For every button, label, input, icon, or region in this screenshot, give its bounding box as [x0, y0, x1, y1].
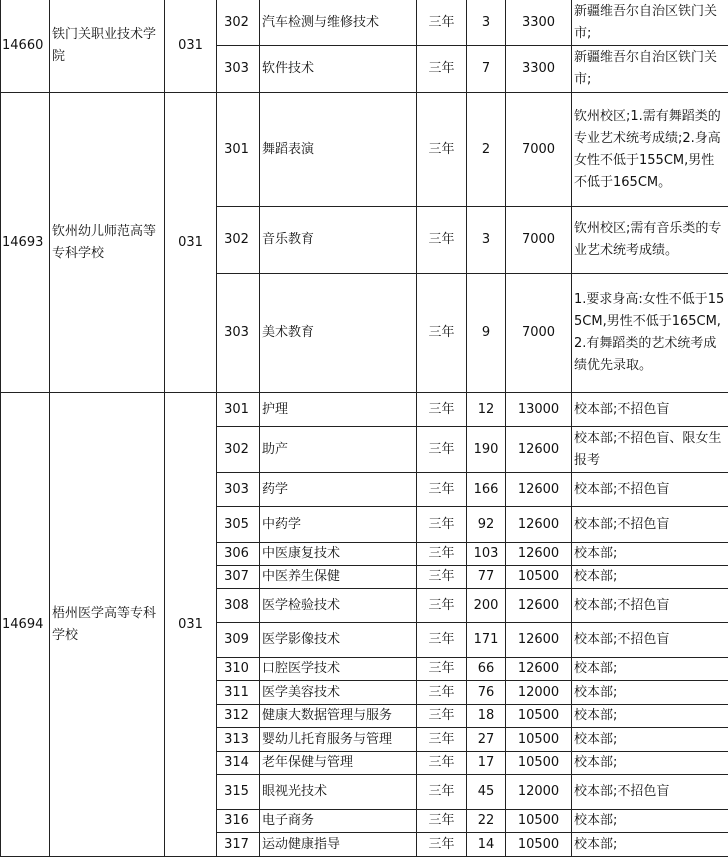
group-code-cell: 031 — [165, 393, 217, 857]
remark-cell: 1.要求身高:女性不低于155CM,男性不低于165CM,2.有舞蹈类的艺术统考成绩优先录取。 — [572, 274, 728, 393]
major-name-cell: 中药学 — [260, 507, 417, 543]
major-code-cell: 309 — [217, 623, 260, 658]
plan-count-cell: 76 — [467, 681, 506, 705]
tuition-fee-cell: 3300 — [506, 46, 572, 93]
tuition-fee-cell: 10500 — [506, 705, 572, 728]
major-name-cell: 护理 — [260, 393, 417, 427]
plan-count-cell: 3 — [467, 207, 506, 274]
major-name-cell: 医学影像技术 — [260, 623, 417, 658]
plan-count-cell: 12 — [467, 393, 506, 427]
school-code-cell: 14694 — [1, 393, 50, 857]
major-name-cell: 中医康复技术 — [260, 543, 417, 566]
table-row — [1, 93, 728, 207]
plan-count-cell: 3 — [467, 0, 506, 46]
tuition-fee-cell: 7000 — [506, 207, 572, 274]
plan-count-cell: 77 — [467, 566, 506, 589]
major-name-cell: 舞蹈表演 — [260, 93, 417, 207]
major-code-cell: 305 — [217, 507, 260, 543]
school-name-cell: 梧州医学高等专科学校 — [50, 393, 165, 857]
tuition-fee-cell: 12000 — [506, 775, 572, 810]
major-name-cell: 药学 — [260, 473, 417, 507]
major-code-cell: 302 — [217, 207, 260, 274]
major-code-cell: 307 — [217, 566, 260, 589]
major-code-cell: 302 — [217, 427, 260, 473]
tuition-fee-cell: 10500 — [506, 566, 572, 589]
tuition-fee-cell: 12600 — [506, 589, 572, 623]
tuition-fee-cell: 12600 — [506, 427, 572, 473]
tuition-fee-cell: 12000 — [506, 681, 572, 705]
remark-cell: 校本部;不招色盲、限女生报考 — [572, 427, 728, 473]
plan-count-cell: 14 — [467, 833, 506, 857]
major-code-cell: 311 — [217, 681, 260, 705]
tuition-fee-cell: 10500 — [506, 833, 572, 857]
major-code-cell: 310 — [217, 658, 260, 681]
remark-cell: 校本部;不招色盲 — [572, 589, 728, 623]
plan-count-cell: 18 — [467, 705, 506, 728]
study-length-cell: 三年 — [417, 427, 467, 473]
tuition-fee-cell: 12600 — [506, 658, 572, 681]
major-name-cell: 婴幼儿托育服务与管理 — [260, 728, 417, 752]
major-name-cell: 口腔医学技术 — [260, 658, 417, 681]
study-length-cell: 三年 — [417, 810, 467, 833]
remark-cell: 校本部;不招色盲 — [572, 623, 728, 658]
plan-count-cell: 103 — [467, 543, 506, 566]
study-length-cell: 三年 — [417, 566, 467, 589]
remark-cell: 校本部;不招色盲 — [572, 473, 728, 507]
study-length-cell: 三年 — [417, 658, 467, 681]
plan-count-cell: 7 — [467, 46, 506, 93]
plan-count-cell: 66 — [467, 658, 506, 681]
study-length-cell: 三年 — [417, 393, 467, 427]
remark-cell: 校本部; — [572, 833, 728, 857]
table-row — [1, 393, 728, 427]
group-code-cell: 031 — [165, 0, 217, 93]
major-code-cell: 308 — [217, 589, 260, 623]
study-length-cell: 三年 — [417, 507, 467, 543]
tuition-fee-cell: 10500 — [506, 752, 572, 775]
remark-cell: 新疆维吾尔自治区铁门关市; — [572, 46, 728, 93]
remark-cell: 校本部; — [572, 566, 728, 589]
school-code-cell: 14693 — [1, 93, 50, 393]
tuition-fee-cell: 7000 — [506, 93, 572, 207]
plan-count-cell: 9 — [467, 274, 506, 393]
major-code-cell: 301 — [217, 93, 260, 207]
major-name-cell: 软件技术 — [260, 46, 417, 93]
plan-count-cell: 92 — [467, 507, 506, 543]
study-length-cell: 三年 — [417, 207, 467, 274]
major-code-cell: 314 — [217, 752, 260, 775]
tuition-fee-cell: 3300 — [506, 0, 572, 46]
study-length-cell: 三年 — [417, 705, 467, 728]
major-name-cell: 老年保健与管理 — [260, 752, 417, 775]
major-code-cell: 317 — [217, 833, 260, 857]
major-code-cell: 312 — [217, 705, 260, 728]
plan-count-cell: 17 — [467, 752, 506, 775]
remark-cell: 钦州校区;1.需有舞蹈类的专业艺术统考成绩;2.身高女性不低于155CM,男性不低于165CM。 — [572, 93, 728, 207]
study-length-cell: 三年 — [417, 46, 467, 93]
plan-count-cell: 200 — [467, 589, 506, 623]
plan-count-cell: 22 — [467, 810, 506, 833]
remark-cell: 校本部; — [572, 543, 728, 566]
major-code-cell: 306 — [217, 543, 260, 566]
tuition-fee-cell: 12600 — [506, 623, 572, 658]
remark-cell: 校本部;不招色盲 — [572, 775, 728, 810]
remark-cell: 校本部; — [572, 681, 728, 705]
major-name-cell: 助产 — [260, 427, 417, 473]
study-length-cell: 三年 — [417, 623, 467, 658]
major-code-cell: 315 — [217, 775, 260, 810]
tuition-fee-cell: 10500 — [506, 728, 572, 752]
remark-cell: 校本部; — [572, 705, 728, 728]
major-name-cell: 中医养生保健 — [260, 566, 417, 589]
major-name-cell: 眼视光技术 — [260, 775, 417, 810]
remark-cell: 钦州校区;需有音乐类的专业艺术统考成绩。 — [572, 207, 728, 274]
table-body — [1, 0, 728, 857]
major-name-cell: 美术教育 — [260, 274, 417, 393]
remark-cell: 校本部; — [572, 658, 728, 681]
study-length-cell: 三年 — [417, 543, 467, 566]
plan-count-cell: 166 — [467, 473, 506, 507]
plan-count-cell: 2 — [467, 93, 506, 207]
study-length-cell: 三年 — [417, 473, 467, 507]
school-name-cell: 钦州幼儿师范高等专科学校 — [50, 93, 165, 393]
remark-cell: 校本部;不招色盲 — [572, 507, 728, 543]
major-code-cell: 302 — [217, 0, 260, 46]
major-name-cell: 音乐教育 — [260, 207, 417, 274]
study-length-cell: 三年 — [417, 833, 467, 857]
plan-count-cell: 171 — [467, 623, 506, 658]
major-name-cell: 医学美容技术 — [260, 681, 417, 705]
school-name-cell: 铁门关职业技术学院 — [50, 0, 165, 93]
remark-cell: 新疆维吾尔自治区铁门关市; — [572, 0, 728, 46]
study-length-cell: 三年 — [417, 0, 467, 46]
remark-cell: 校本部; — [572, 810, 728, 833]
major-code-cell: 301 — [217, 393, 260, 427]
major-name-cell: 医学检验技术 — [260, 589, 417, 623]
tuition-fee-cell: 12600 — [506, 507, 572, 543]
study-length-cell: 三年 — [417, 274, 467, 393]
major-name-cell: 电子商务 — [260, 810, 417, 833]
remark-cell: 校本部;不招色盲 — [572, 393, 728, 427]
study-length-cell: 三年 — [417, 681, 467, 705]
plan-count-cell: 190 — [467, 427, 506, 473]
tuition-fee-cell: 12600 — [506, 473, 572, 507]
remark-cell: 校本部; — [572, 728, 728, 752]
tuition-fee-cell: 7000 — [506, 274, 572, 393]
tuition-fee-cell: 10500 — [506, 810, 572, 833]
remark-cell: 校本部; — [572, 752, 728, 775]
study-length-cell: 三年 — [417, 93, 467, 207]
group-code-cell: 031 — [165, 93, 217, 393]
major-code-cell: 313 — [217, 728, 260, 752]
table-row — [1, 0, 728, 46]
study-length-cell: 三年 — [417, 775, 467, 810]
major-code-cell: 303 — [217, 473, 260, 507]
major-code-cell: 316 — [217, 810, 260, 833]
tuition-fee-cell: 13000 — [506, 393, 572, 427]
school-code-cell: 14660 — [1, 0, 50, 93]
plan-count-cell: 27 — [467, 728, 506, 752]
major-name-cell: 健康大数据管理与服务 — [260, 705, 417, 728]
study-length-cell: 三年 — [417, 589, 467, 623]
major-code-cell: 303 — [217, 46, 260, 93]
major-code-cell: 303 — [217, 274, 260, 393]
tuition-fee-cell: 12600 — [506, 543, 572, 566]
study-length-cell: 三年 — [417, 728, 467, 752]
major-name-cell: 汽车检测与维修技术 — [260, 0, 417, 46]
major-name-cell: 运动健康指导 — [260, 833, 417, 857]
study-length-cell: 三年 — [417, 752, 467, 775]
plan-count-cell: 45 — [467, 775, 506, 810]
